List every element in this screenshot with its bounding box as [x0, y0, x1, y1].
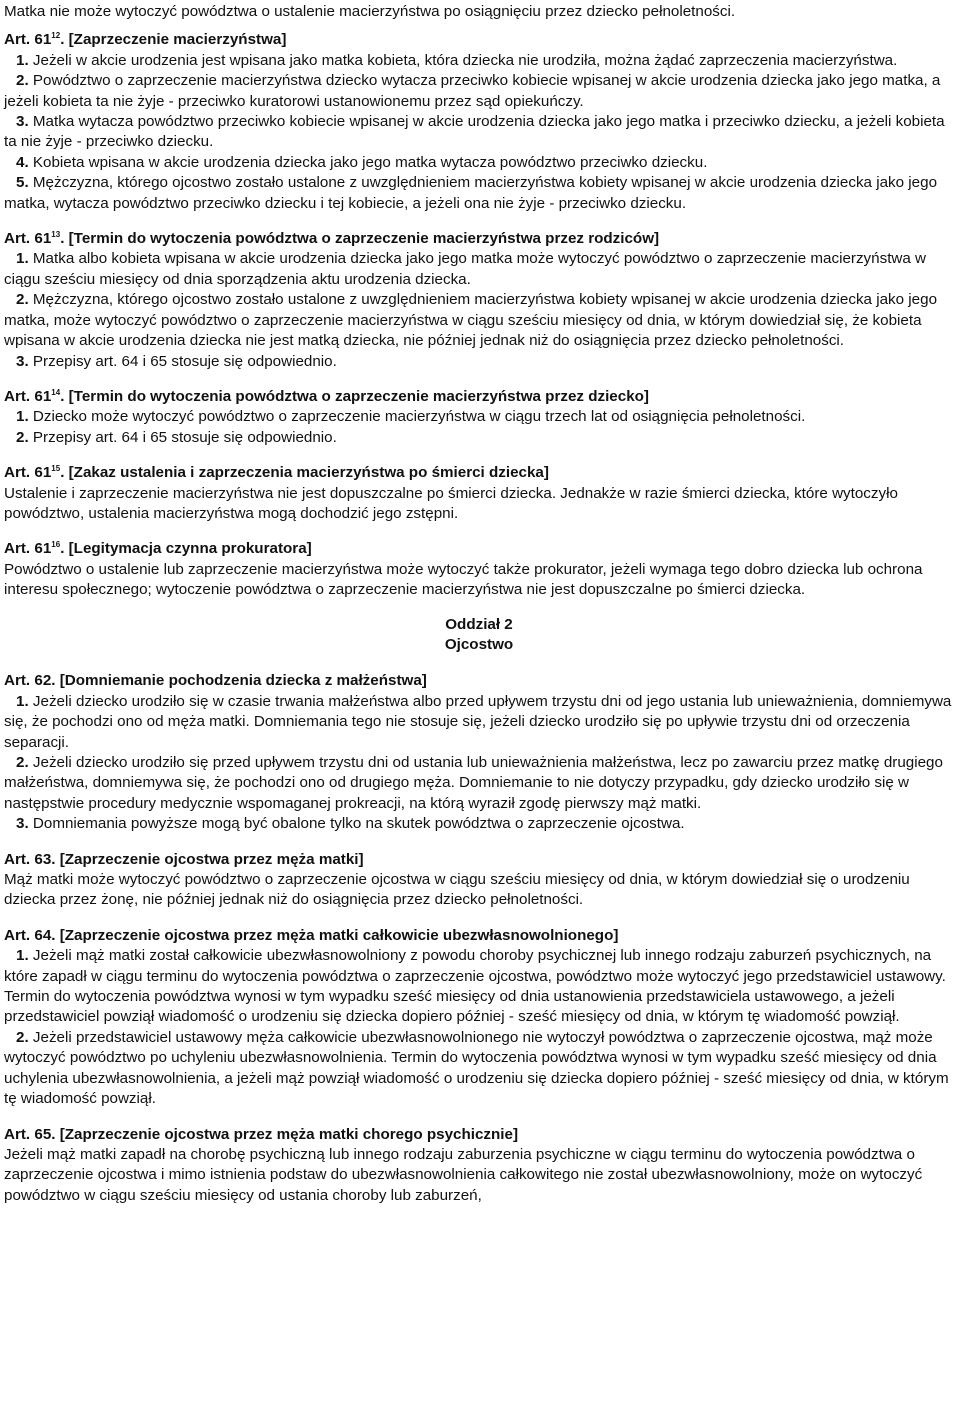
article-61-16-heading: Art. $61^{16}$. [Legitymacja czynna prokuratora] [4, 540, 312, 558]
article-61-13-par-3: 3. Przepisy art. 64 i 65 stosuje się odpowiednio. [16, 352, 337, 370]
article-62-par-2: 2. Jeżeli dziecko urodziło się przed upływem trzystu dni od ustania lub unieważnienia małżeństwa, lecz po zawarciu przez matkę drugiego małżeństwa, domniemywa się, że pochodzi ono od drugiego męża. Domniemanie to nie dotyczy przypadku, gdy dziecko urodziło się w następstwie procedury medycznie wspomaganej prokreacji, na którą wyraził zgodę pierwszy mąż matki. [4, 754, 943, 812]
article-61-14-par-2: 2. Przepisy art. 64 i 65 stosuje się odpowiednio. [16, 428, 337, 446]
article-61-13-heading: Art. $61^{13}$. [Termin do wytoczenia powództwa o zaprzeczenie macierzyństwa przez rodziców] [4, 230, 660, 248]
article-65-heading: Art. 65. [Zaprzeczenie ojcostwa przez męża matki chorego psychicznie] [4, 1125, 519, 1143]
section-heading [4, 615, 954, 656]
article-61-14-par-1: 1. Dziecko może wytoczyć powództwo o zaprzeczenie macierzyństwa w ciągu trzech lat od osiągnięcia pełnoletności. [16, 408, 806, 426]
article-61-15-body: Ustalenie i zaprzeczenie macierzyństwa nie jest dopuszczalne po śmierci dziecka. Jednakże w razie śmierci dziecka, które wytoczyło powództwo, ustalenia macierzyństwa mogą dochodzić jego zstępni. [4, 484, 898, 522]
article-61-13-par-2: 2. Mężczyzna, którego ojcostwo zostało ustalone z uwzględnieniem macierzyństwa kobiety wpisanej w akcie urodzenia dziecka jako jego matka, może wytoczyć powództwo o zaprzeczenie macierzyństwa w ciągu sześciu miesięcy od dnia, w którym dowiedział się, że kobieta wpisana w akcie urodzenia dziecka nie jest matką dziecka, nie później jednak niż do osiągnięcia przez dziecko pełnoletności. [4, 291, 938, 350]
article-62-par-1: 1. Jeżeli dziecko urodziło się w czasie trwania małżeństwa albo przed upływem trzystu dni od jego ustania lub unieważnienia, domniemywa się, że pochodzi ono od męża matki. Domniemania tego nie stosuje się, jeżeli dziecko urodziło się po upływie trzystu dni od orzeczenia separacji. [4, 692, 952, 751]
article-61-16-body: Powództwo o ustalenie lub zaprzeczenie macierzyństwa może wytoczyć także prokurator, jeżeli wymaga tego dobro dziecka lub ochrona interesu społecznego; wytoczenie powództwa o zaprzeczenie macierzyństwa nie jest dopuszczalne po śmierci dziecka. [4, 560, 923, 599]
article-63-heading: Art. 63. [Zaprzeczenie ojcostwa przez męża matki] [4, 850, 364, 868]
article-61-14-heading: Art. $61^{14}$. [Termin do wytoczenia powództwa o zaprzeczenie macierzyństwa przez dziecko] [4, 387, 649, 405]
article-61-15-heading: Art. $61^{15}$. [Zakaz ustalenia i zaprzeczenia macierzyństwa po śmierci dziecka] [4, 464, 549, 482]
article-62-par-3: 3. Domniemania powyższe mogą być obalone tylko na skutek powództwa o zaprzeczenie ojcostwa. [16, 815, 685, 833]
intro-paragraph: Matka nie może wytoczyć powództwa o ustalenie macierzyństwa po osiągnięciu przez dziecko pełnoletności. [4, 3, 736, 20]
article-61-12-par-4: 4. Kobieta wpisana w akcie urodzenia dziecka jako jego matka wytacza powództwo przeciwko dziecku. [16, 153, 708, 171]
article-61-12-par-3: 3. Matka wytacza powództwo przeciwko kobiecie wpisanej w akcie urodzenia dziecka jako jego matka i przeciwko dziecku, a jeżeli kobieta ta nie żyje - przeciwko dziecku. [4, 113, 945, 151]
article-64-heading: Art. 64. [Zaprzeczenie ojcostwa przez męża matki całkowicie ubezwłasnowolnionego] [4, 926, 619, 944]
article-63-body: Mąż matki może wytoczyć powództwo o zaprzeczenie ojcostwa w ciągu sześciu miesięcy od dnia, w którym dowiedział się o urodzeniu dziecka przez żonę, nie później jednak niż do osiągnięcia przez dziecko pełnoletności. [4, 871, 910, 909]
article-65-body: Jeżeli mąż matki zapadł na chorobę psychiczną lub innego rodzaju zaburzenia psychiczne w ciągu terminu do wytoczenia powództwa o zaprzeczenie ojcostwa i mimo istnienia podstaw do ubezwłasnowolnienia całkowitego nie został ubezwłasnowolniony, może on wytoczyć powództwo w ciągu sześciu miesięcy od ustania choroby lub zaburzeń, [4, 1145, 923, 1204]
article-62-heading: Art. 62. [Domniemanie pochodzenia dziecka z małżeństwa] [4, 672, 427, 690]
section-title: Ojcostwo [444, 635, 514, 653]
section-number: Oddział 2 [445, 615, 513, 633]
article-61-13-par-1: 1. Matka albo kobieta wpisana w akcie urodzenia dziecka jako jego matka może wytoczyć powództwo o zaprzeczenie macierzyństwa w ciągu sześciu miesięcy od dnia sporządzenia aktu urodzenia dziecka. [4, 250, 927, 288]
article-61-12-heading: Art. $61^{12}$. [Zaprzeczenie macierzyństwa] [4, 31, 287, 49]
article-61-12-par-5: 5. Mężczyzna, którego ojcostwo zostało ustalone z uwzględnieniem macierzyństwa kobiety wpisanej w akcie urodzenia dziecka jako jego matka, wytacza powództwo przeciwko dziecku i tej kobiecie, a jeżeli ona nie żyje - przeciwko dziecku. [4, 174, 938, 212]
article-61-12-par-2: 2. Powództwo o zaprzeczenie macierzyństwa dziecko wytacza przeciwko kobiecie wpisanej w akcie urodzenia dziecka jako jego matka, a jeżeli kobieta ta nie żyje - przeciwko kuratorowi ustanowionemu przez sąd opiekuńczy. [4, 72, 941, 110]
article-64-par-1: 1. Jeżeli mąż matki został całkowicie ubezwłasnowolniony z powodu choroby psychicznej lub innego rodzaju zaburzeń psychicznych, na które zapadł w ciągu terminu do wytoczenia powództwa o zaprzeczenie ojcostwa, powództwo może wytoczyć jego przedstawiciel ustawowy. Termin do wytoczenia powództwa wynosi w tym wypadku sześć miesięcy od dnia ustanowienia przedstawiciela ustawowego, a jeżeli przedstawiciel powziął wiadomość o urodzeniu się dziecka dopiero później - sześć miesięcy od dnia, w którym tę wiadomość powziął. [4, 947, 946, 1026]
article-61-12-par-1: 1. Jeżeli w akcie urodzenia jest wpisana jako matka kobieta, która dziecka nie urodziła, można żądać zaprzeczenia macierzyństwa. [16, 51, 898, 69]
article-64-par-2: 2. Jeżeli przedstawiciel ustawowy męża całkowicie ubezwłasnowolnionego nie wytoczył powództwa o zaprzeczenie ojcostwa, mąż może wytoczyć powództwo po uchyleniu ubezwłasnowolnienia. Termin do wytoczenia powództwa wynosi w tym wypadku sześć miesięcy od dnia uchylenia ubezwłasnowolnienia, a jeżeli mąż powziął wiadomość o urodzeniu się dziecka dopiero później - sześć miesięcy od dnia, w którym tę wiadomość powziął. [4, 1028, 949, 1108]
